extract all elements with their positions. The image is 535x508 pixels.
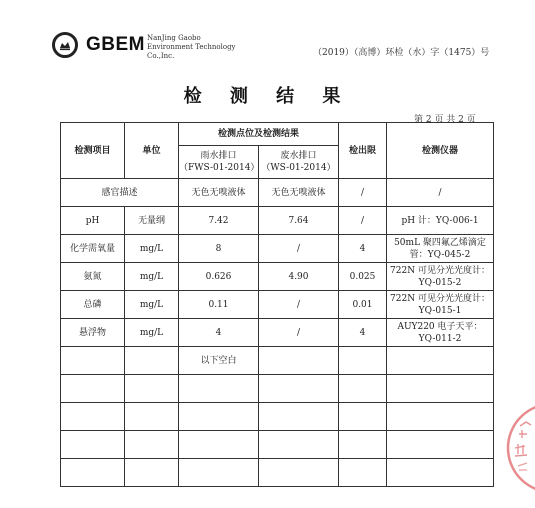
table-row-empty	[61, 403, 494, 431]
red-seal-stamp	[506, 398, 535, 502]
header-item: 检测项目	[61, 123, 125, 179]
cell-instrument: 722N 可见分光光度计： YQ-015-1	[387, 291, 494, 319]
cell-point-1: 7.42	[179, 207, 259, 235]
header-point-1: 雨水排口 （FWS-01-2014）	[179, 146, 259, 179]
cell-point-1: 4	[179, 319, 259, 347]
cell-unit: mg/L	[125, 263, 179, 291]
cell-point-2: 4.90	[259, 263, 339, 291]
table-row-empty	[61, 375, 494, 403]
cell-limit: 4	[339, 319, 387, 347]
company-logo	[52, 32, 145, 58]
table-row	[61, 319, 494, 347]
cell-unit: mg/L	[125, 235, 179, 263]
cell-point-1: 无色无嗅液体	[179, 179, 259, 207]
cell-item: 悬浮物	[61, 319, 125, 347]
table-row-blank-note	[61, 347, 494, 375]
table-header-row	[61, 123, 494, 146]
table-row-empty	[61, 431, 494, 459]
table-row	[61, 291, 494, 319]
table-row	[61, 179, 494, 207]
cell-instrument: pH 计：YQ-006-1	[387, 207, 494, 235]
cell-instrument: AUY220 电子天平： YQ-011-2	[387, 319, 494, 347]
page-indicator: 第 2 页 共 2 页	[414, 115, 476, 125]
cell-limit: 4	[339, 235, 387, 263]
blank-note: 以下空白	[179, 347, 259, 375]
report-number: （2019）（高博）环检（水）字（1475）号	[313, 48, 490, 58]
cell-point-1: 0.626	[179, 263, 259, 291]
table-row	[61, 207, 494, 235]
cell-point-1: 8	[179, 235, 259, 263]
header-points: 检测点位及检测结果	[179, 123, 339, 146]
cell-item: 总磷	[61, 291, 125, 319]
table-row	[61, 235, 494, 263]
table-row-empty	[61, 459, 494, 487]
cell-unit: 无量纲	[125, 207, 179, 235]
cell-unit: mg/L	[125, 291, 179, 319]
cell-point-2: /	[259, 235, 339, 263]
cell-item: 感官描述	[61, 179, 179, 207]
company-name: NanJing Gaobo Environment Technology Co.,Inc.	[147, 34, 236, 60]
header-unit: 单位	[125, 123, 179, 179]
cell-limit: 0.01	[339, 291, 387, 319]
cell-limit: /	[339, 207, 387, 235]
cell-item: pH	[61, 207, 125, 235]
cell-point-2: /	[259, 319, 339, 347]
cell-instrument: 50mL 聚四氟乙烯滴定 管：YQ-045-2	[387, 235, 494, 263]
header-instrument: 检测仪器	[387, 123, 494, 179]
cell-instrument: /	[387, 179, 494, 207]
cell-limit: /	[339, 179, 387, 207]
cell-unit: mg/L	[125, 319, 179, 347]
cell-item: 氨氮	[61, 263, 125, 291]
cell-point-2: 7.64	[259, 207, 339, 235]
logo-text: GBEM	[86, 34, 145, 55]
cell-item: 化学需氧量	[61, 235, 125, 263]
cell-point-1: 0.11	[179, 291, 259, 319]
cell-limit: 0.025	[339, 263, 387, 291]
cell-instrument: 722N 可见分光光度计： YQ-015-2	[387, 263, 494, 291]
page-title: 检 测 结 果	[183, 86, 352, 107]
header-limit: 检出限	[339, 123, 387, 179]
results-table	[60, 122, 494, 487]
table-row	[61, 263, 494, 291]
cell-point-2: 无色无嗅液体	[259, 179, 339, 207]
header-point-2: 废水排口 （WS-01-2014）	[259, 146, 339, 179]
cell-point-2: /	[259, 291, 339, 319]
logo-emblem-icon	[52, 32, 78, 58]
